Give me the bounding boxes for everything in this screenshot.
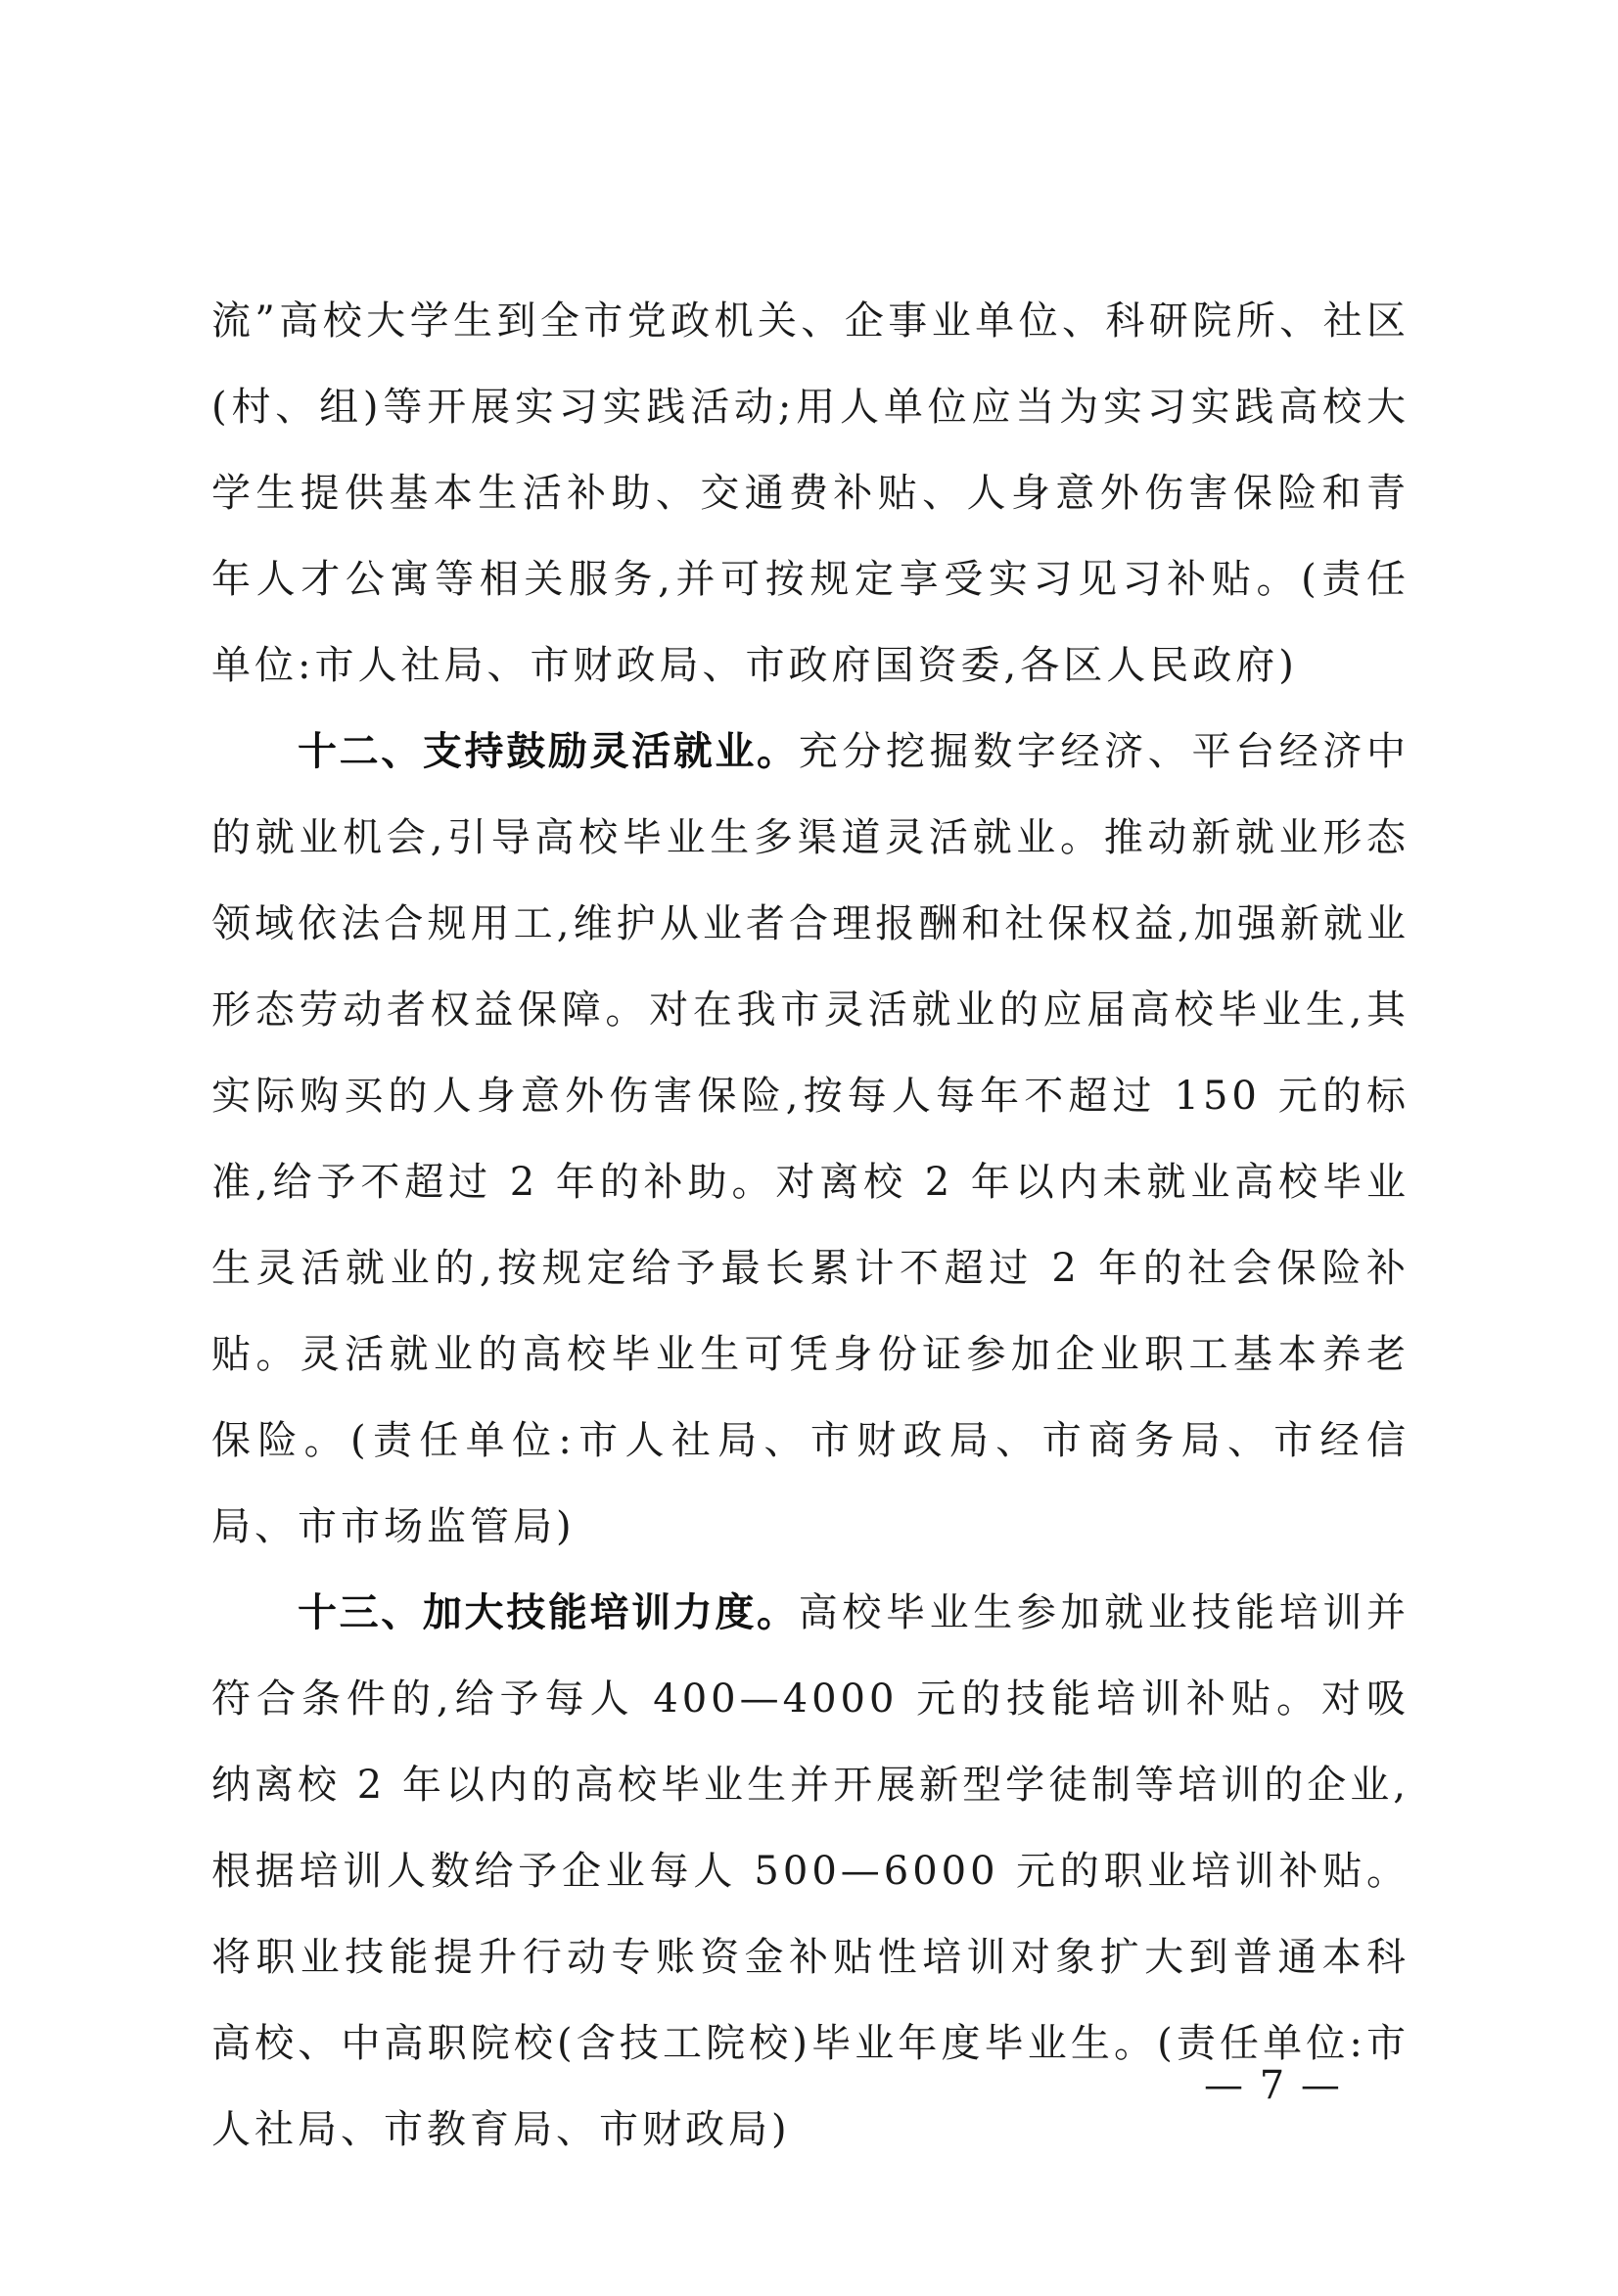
paragraph-text: 充分挖掘数字经济、平台经济中的就业机会,引导高校毕业生多渠道灵活就业。推动新就业形态领域依法合规用工,维护从业者合理报酬和社保权益,加强新就业形态劳动者权益保障。对在我市灵活就业的应届高校毕业生,其实际购买的人身意外伤害保险,按每人每年不超过 150 元的标准,给予不超过 2 年的补助。对离校 2 年以内未就业高校毕业生灵活就业的,按规定给予最长累计不超过 2 年的社会保险补贴。灵活就业的高校毕业生可凭身份证参加企业职工基本养老保险。(责任单位:市人社局、市财政局、市商务局、市经信局、市市场监管局) [211, 729, 1410, 1549]
section-heading-13: 十三、加大技能培训力度。 [298, 1590, 799, 1635]
paragraph-text: 流”高校大学生到全市党政机关、企事业单位、科研院所、社区(村、组)等开展实习实践活动;用人单位应当为实习实践高校大学生提供基本生活补助、交通费补贴、人身意外伤害保险和青年人才公寓等相关服务,并可按规定享受实习见习补贴。(责任单位:市人社局、市财政局、市政府国资委,各区人民政府) [211, 298, 1410, 688]
paragraph-text: 高校毕业生参加就业技能培训并符合条件的,给予每人 400—4000 元的技能培训补贴。对吸纳离校 2 年以内的高校毕业生并开展新型学徒制等培训的企业,根据培训人数给予企业每人 500—6000 元的职业培训补贴。将职业技能提升行动专账资金补贴性培训对象扩大到普通本科高校、中高职院校(含技工院校)毕业年度毕业生。(责任单位:市人社局、市教育局、市财政局) [211, 1590, 1410, 2152]
page-number: — 7 — [1204, 2063, 1342, 2108]
document-body [211, 278, 1410, 2173]
section-heading-12: 十二、支持鼓励灵活就业。 [298, 729, 799, 774]
paragraph-section-12 [211, 709, 1410, 1570]
paragraph-continuation [211, 278, 1410, 709]
